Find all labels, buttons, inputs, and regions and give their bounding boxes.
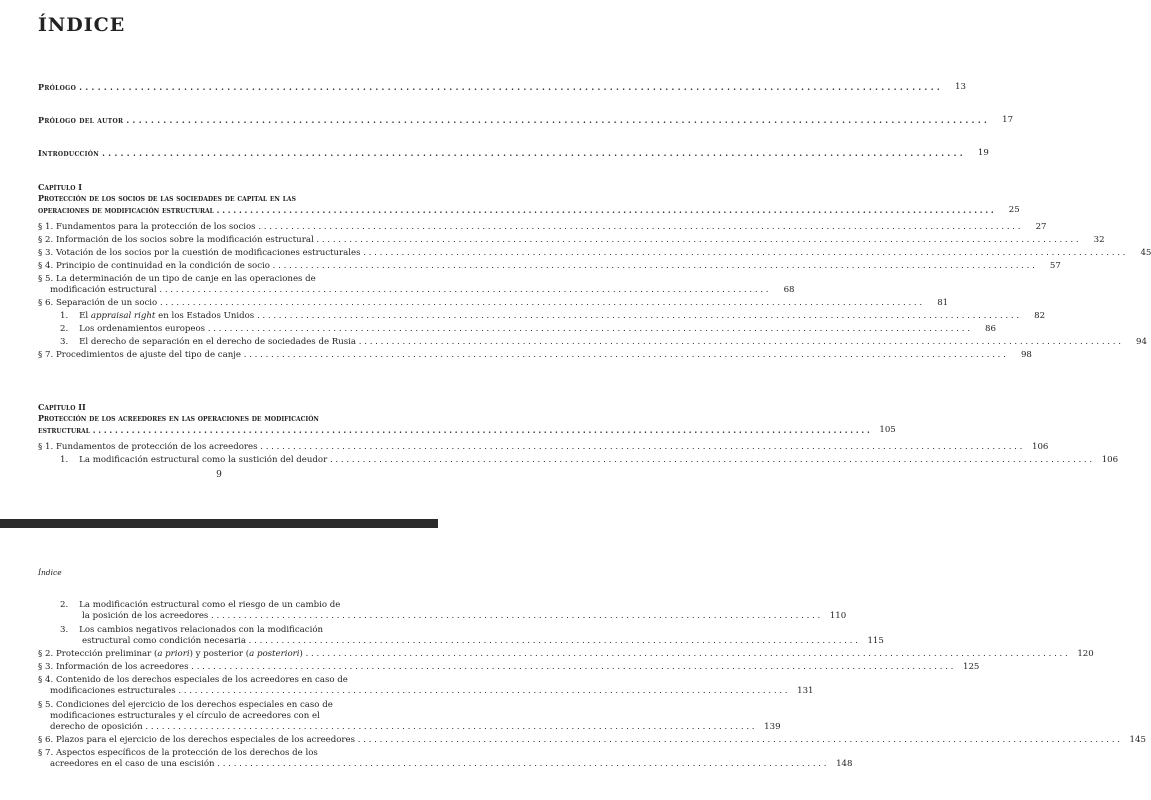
toc-entry-chapter-1[interactable]: operaciones de modificación estructural . . . 25 [38,204,418,216]
chapter-title-line: Protección de los socios de las sociedades de capital en las [38,193,296,203]
toc-entry[interactable]: § 2. Información de los socios sobre la modificación estructural . . . 32 [38,233,418,246]
toc-subentry[interactable]: 3. Los cambios negativos relacionados con la modificación estructural como condición necesaria . . . 115 [38,625,418,647]
toc-continued [38,600,1146,770]
toc-entry[interactable]: § 2. Protección preliminar (a priori) y posterior (a posteriori) . . . 120 [38,647,418,660]
toc-entry-introduccion[interactable]: Introducción . . . 19 [38,146,418,159]
page-separator [0,519,438,528]
chapter-label: Capítulo II [38,402,86,412]
toc-entry[interactable]: § 5. Condiciones del ejercicio de los derechos especiales en caso de modificaciones estructurales y el círculo de acreedores con el derecho de oposición . . . 139 [38,700,418,733]
toc-entry[interactable]: § 3. Votación de los socios por la cuestión de modificaciones estructurales . . . 45 [38,246,418,259]
toc-chapter-2 [38,402,1119,466]
toc-entry[interactable]: § 5. La determinación de un tipo de canje en las operaciones de modificación estructural . . . 68 [38,274,418,296]
toc-entry-prologo[interactable]: Prólogo . . . 13 [38,80,418,93]
page-number: 9 [216,470,222,480]
toc-entry[interactable]: § 6. Separación de un socio . . . 81 [38,296,418,309]
toc-subentry[interactable]: 2. Los ordenamientos europeos . . . 86 [38,322,418,335]
toc-entry[interactable]: § 1. Fundamentos de protección de los acreedores . . . 106 [38,440,418,453]
toc-front-matter [38,80,966,93]
toc-entry[interactable]: § 7. Procedimientos de ajuste del tipo de canje . . . 98 [38,348,418,361]
toc-entry[interactable]: § 3. Información de los acreedores . . . 125 [38,660,418,673]
page-10 [0,528,1146,800]
toc-chapter-1 [38,182,1151,361]
toc-entry[interactable]: § 1. Fundamentos para la protección de los socios . . . 27 [38,220,418,233]
toc-entry[interactable]: § 6. Plazos para el ejercicio de los derechos especiales de los acreedores . . . 145 [38,733,418,746]
chapter-title-line: Protección de los acreedores en las operaciones de modificación [38,413,319,423]
running-head: Índice [38,568,62,577]
toc-entry[interactable]: § 7. Aspectos específicos de la protección de los derechos de los acreedores en el caso de una escisión . . . 148 [38,748,418,770]
toc-entry[interactable]: § 4. Principio de continuidad en la condición de socio . . . 57 [38,259,418,272]
page-title: ÍNDICE [38,14,126,36]
toc-entry-chapter-2[interactable]: estructural . . . 105 [38,424,418,436]
chapter-label: Capítulo I [38,182,83,192]
toc-entry-prologo-autor[interactable]: Prólogo del autor . . . 17 [38,113,418,126]
toc-subentry[interactable]: 1. La modificación estructural como la sustición del deudor . . . 106 [38,453,418,466]
toc-entry[interactable]: § 4. Contenido de los derechos especiales de los acreedores en caso de modificaciones estructurales . . . 131 [38,675,418,697]
toc-subentry[interactable]: 3. El derecho de separación en el derecho de sociedades de Rusia . . . 94 [38,335,418,348]
toc-subentry[interactable]: 2. La modificación estructural como el riesgo de un cambio de la posición de los acreedores . . . 110 [38,600,418,622]
toc-subentry[interactable]: 1. El appraisal right en los Estados Unidos . . . 82 [38,309,418,322]
